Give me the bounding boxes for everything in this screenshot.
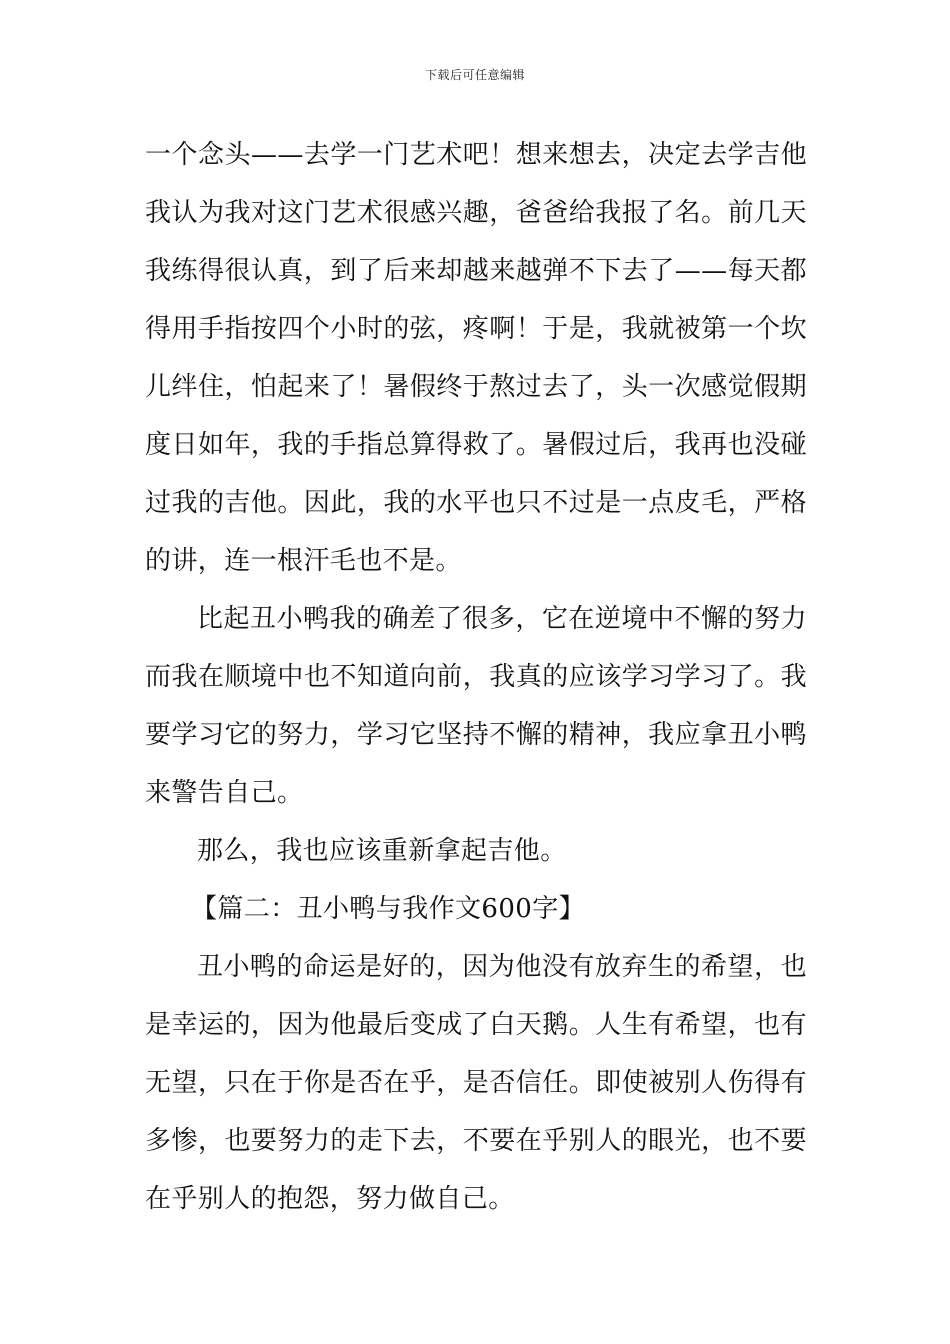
paragraph-start-line: 比起丑小鸭我的确差了很多，它在逆境中不懈的努力 (197, 604, 807, 634)
text-line: 要学习它的努力，学习它坚持不懈的精神，我应拿丑小鸭 (145, 720, 807, 750)
text-line: 过我的吉他。因此，我的水平也只不过是一点皮毛，严格 (145, 488, 807, 518)
text-line: 得用手指按四个小时的弦，疼啊！于是，我就被第一个坎 (145, 314, 807, 344)
text-line: 儿绊住，怕起来了！暑假终于熬过去了，头一次感觉假期 (145, 372, 807, 402)
text-line: 无望，只在于你是否在乎，是否信任。即使被别人伤得有 (145, 1068, 807, 1098)
paragraph-start-line: 那么，我也应该重新拿起吉他。 (197, 836, 567, 866)
text-line: 是幸运的，因为他最后变成了白天鹅。人生有希望，也有 (145, 1010, 807, 1040)
text-line: 我练得很认真，到了后来却越来越弹不下去了——每天都 (145, 256, 807, 286)
text-line: 一个念头——去学一门艺术吧！想来想去，决定去学吉他 (145, 140, 807, 170)
text-line: 在乎别人的抱怨，努力做自己。 (145, 1184, 515, 1214)
page-header: 下载后可任意编辑 (424, 68, 525, 82)
text-line: 来警告自己。 (145, 778, 304, 808)
text-line: 度日如年，我的手指总算得救了。暑假过后，我再也没碰 (145, 430, 807, 460)
text-line: 而我在顺境中也不知道向前，我真的应该学习学习了。我 (145, 662, 807, 692)
text-line: 的讲，连一根汗毛也不是。 (145, 546, 462, 576)
text-line: 我认为我对这门艺术很感兴趣，爸爸给我报了名。前几天 (145, 198, 807, 228)
document-body (145, 126, 807, 1228)
section-heading: 【篇二：丑小鸭与我作文600字】 (191, 894, 586, 924)
paragraph-start-line: 丑小鸭的命运是好的，因为他没有放弃生的希望，也 (197, 952, 807, 982)
text-line: 多惨，也要努力的走下去，不要在乎别人的眼光，也不要 (145, 1126, 807, 1156)
